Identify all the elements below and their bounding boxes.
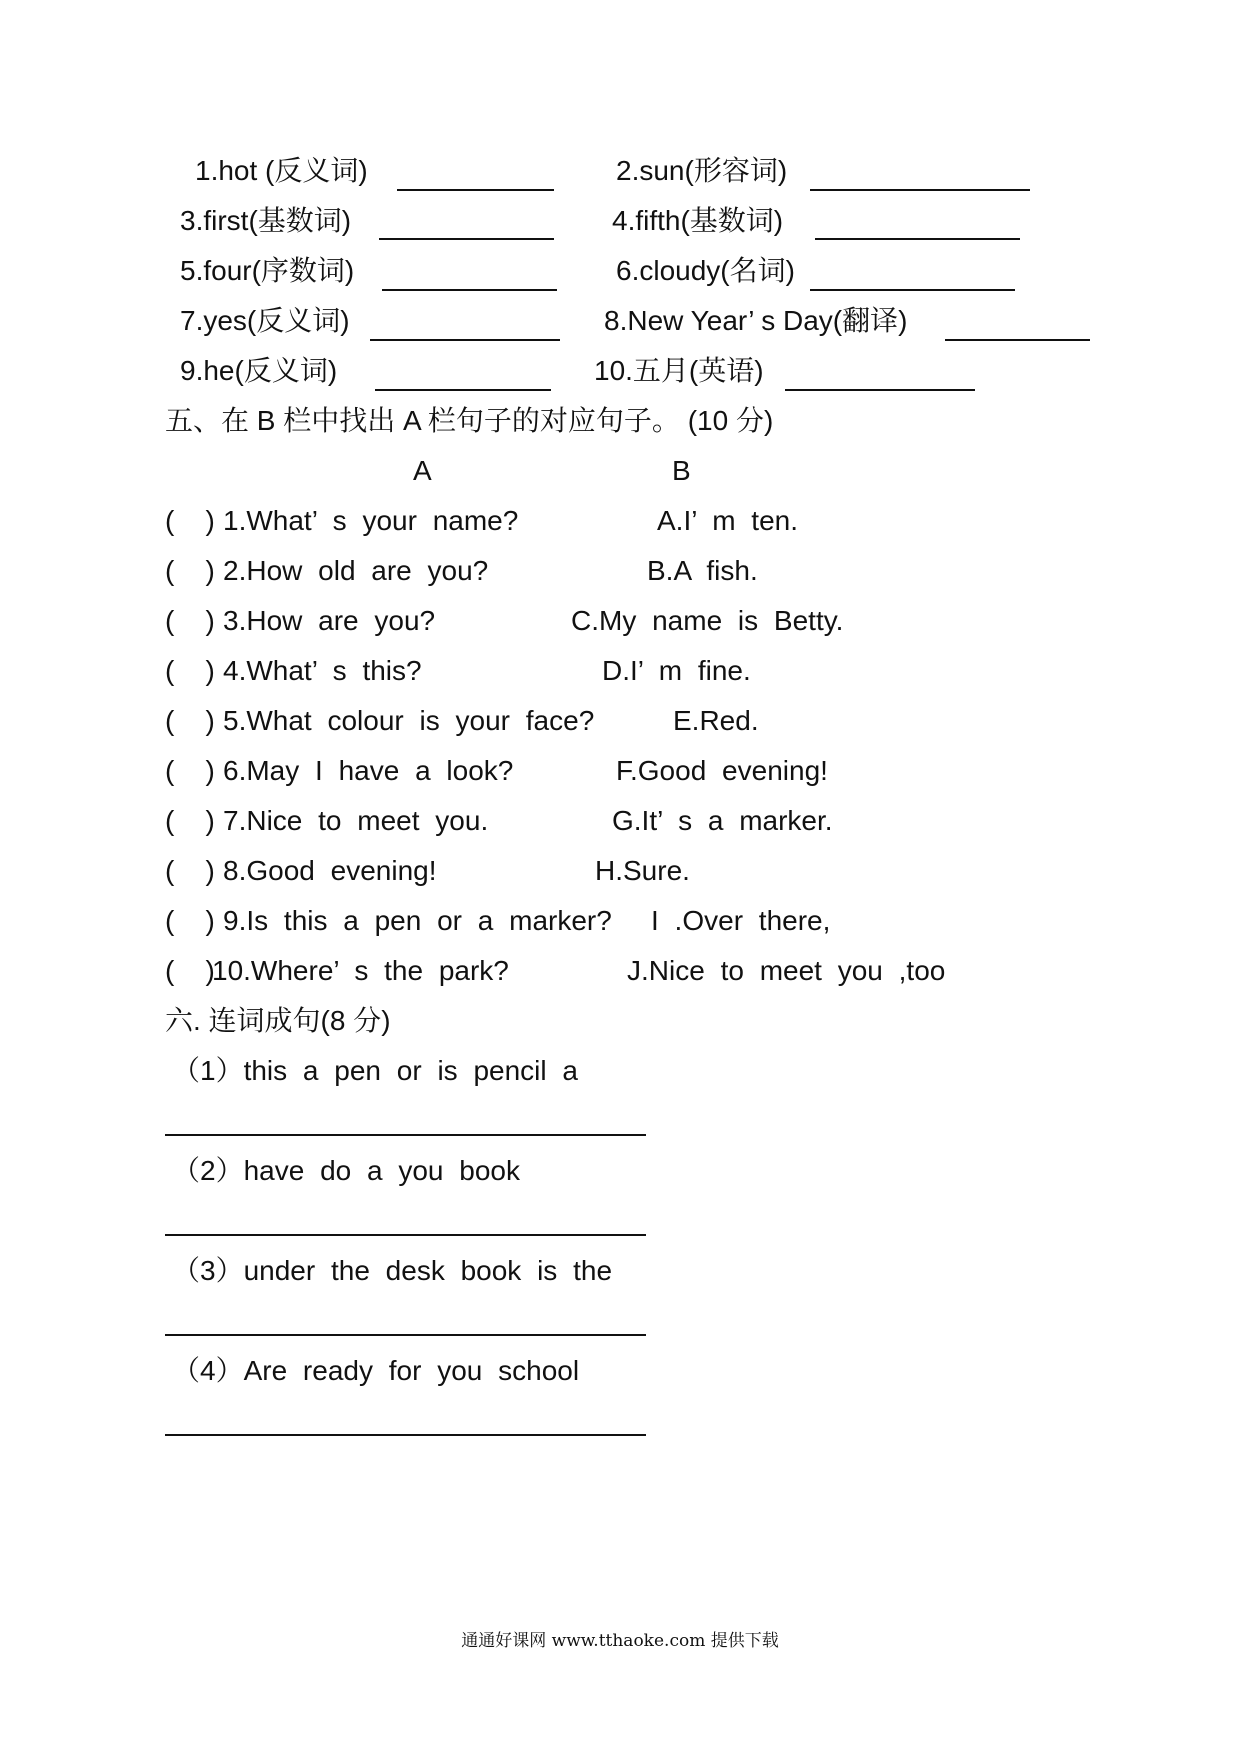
match-paren-1[interactable]: ( )	[165, 505, 215, 536]
match-answer-9: I .Over there,	[651, 905, 831, 936]
match-question-10: 10.Where’ s the park?	[212, 955, 509, 986]
vocab-blank-9[interactable]	[375, 389, 551, 391]
vocab-blank-6[interactable]	[810, 289, 1015, 291]
match-paren-10[interactable]: ( )	[165, 955, 215, 986]
match-question-9: 9.Is this a pen or a marker?	[223, 905, 612, 936]
vocab-blank-8[interactable]	[945, 339, 1090, 341]
sentence-item-3: （3）under the desk book is the	[172, 1255, 613, 1286]
vocab-item-9: 9.he(反义词)	[180, 355, 338, 386]
match-answer-2: B.A fish.	[647, 555, 758, 586]
match-answer-1: A.I’ m ten.	[657, 505, 799, 536]
vocab-blank-7[interactable]	[370, 339, 560, 341]
match-question-4: 4.What’ s this?	[223, 655, 422, 686]
match-question-1: 1.What’ s your name?	[223, 505, 519, 536]
match-answer-7: G.It’ s a marker.	[612, 805, 833, 836]
match-answer-5: E.Red.	[673, 705, 759, 736]
sentence-item-2: （2）have do a you book	[172, 1155, 520, 1186]
match-paren-5[interactable]: ( )	[165, 705, 215, 736]
sentence-blank-4[interactable]	[165, 1434, 646, 1436]
match-answer-8: H.Sure.	[595, 855, 690, 886]
vocab-item-5: 5.four(序数词)	[180, 255, 355, 286]
vocab-item-10: 10.五月(英语)	[594, 355, 764, 386]
sentence-item-1: （1）this a pen or is pencil a	[172, 1055, 578, 1086]
vocab-item-7: 7.yes(反义词)	[180, 305, 350, 336]
column-b-header: B	[672, 455, 691, 486]
vocab-blank-4[interactable]	[815, 238, 1020, 240]
sentence-blank-2[interactable]	[165, 1234, 646, 1236]
match-answer-10: J.Nice to meet you ,too	[627, 955, 946, 986]
vocab-blank-3[interactable]	[379, 238, 554, 240]
match-question-8: 8.Good evening!	[223, 855, 437, 886]
match-question-5: 5.What colour is your face?	[223, 705, 595, 736]
match-question-6: 6.May I have a look?	[223, 755, 514, 786]
column-a-header: A	[413, 455, 432, 486]
sentence-item-4: （4）Are ready for you school	[172, 1355, 580, 1386]
match-paren-6[interactable]: ( )	[165, 755, 215, 786]
vocab-item-6: 6.cloudy(名词)	[616, 255, 795, 286]
match-answer-6: F.Good evening!	[616, 755, 828, 786]
vocab-blank-5[interactable]	[382, 289, 557, 291]
match-paren-9[interactable]: ( )	[165, 905, 215, 936]
vocab-item-4: 4.fifth(基数词)	[612, 205, 784, 236]
match-paren-4[interactable]: ( )	[165, 655, 215, 686]
vocab-blank-1[interactable]	[397, 189, 554, 191]
vocab-item-3: 3.first(基数词)	[180, 205, 352, 236]
section-6-title: 六. 连词成句(8 分)	[165, 1005, 391, 1036]
section-5-title: 五、在 B 栏中找出 A 栏句子的对应句子。 (10 分)	[165, 405, 774, 436]
match-paren-7[interactable]: ( )	[165, 805, 215, 836]
match-paren-2[interactable]: ( )	[165, 555, 215, 586]
vocab-item-2: 2.sun(形容词)	[616, 155, 788, 186]
match-question-3: 3.How are you?	[223, 605, 436, 636]
vocab-item-8: 8.New Year’ s Day(翻译)	[604, 305, 908, 336]
match-paren-3[interactable]: ( )	[165, 605, 215, 636]
match-answer-4: D.I’ m fine.	[602, 655, 751, 686]
sentence-blank-3[interactable]	[165, 1334, 646, 1336]
match-answer-3: C.My name is Betty.	[571, 605, 844, 636]
page-footer: 通通好课网 www.tthaoke.com 提供下载	[461, 1631, 779, 1651]
sentence-blank-1[interactable]	[165, 1134, 646, 1136]
vocab-blank-10[interactable]	[785, 389, 975, 391]
vocab-blank-2[interactable]	[810, 189, 1030, 191]
match-question-2: 2.How old are you?	[223, 555, 489, 586]
match-question-7: 7.Nice to meet you.	[223, 805, 489, 836]
match-paren-8[interactable]: ( )	[165, 855, 215, 886]
vocab-item-1: 1.hot (反义词)	[195, 155, 368, 186]
